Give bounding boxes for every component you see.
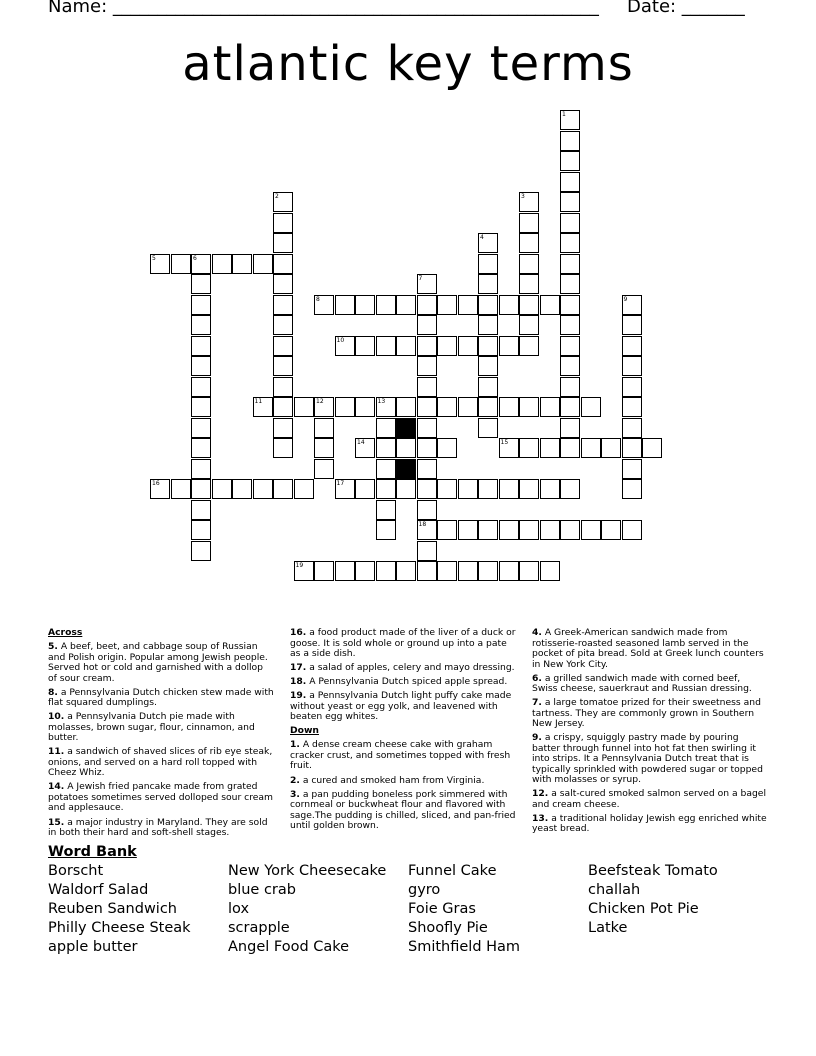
crossword-cell[interactable] bbox=[437, 479, 457, 499]
crossword-cell[interactable] bbox=[335, 479, 355, 499]
crossword-cell[interactable] bbox=[601, 520, 621, 540]
word-bank-item: Smithfield Ham bbox=[408, 939, 521, 955]
crossword-cell[interactable] bbox=[396, 561, 416, 581]
clue-across-18: 18. A Pennsylvania Dutch spiced apple spread. bbox=[290, 676, 508, 688]
crossword-cell[interactable] bbox=[396, 438, 416, 458]
crossword-cell[interactable] bbox=[519, 295, 539, 315]
clue-number: 9 bbox=[623, 295, 628, 303]
word-bank-column-1 bbox=[48, 862, 191, 957]
crossword-cell[interactable] bbox=[560, 110, 580, 130]
crossword-cell[interactable] bbox=[273, 254, 293, 274]
crossword-cell[interactable] bbox=[191, 315, 211, 335]
crossword-cell[interactable] bbox=[417, 418, 437, 438]
crossword-cell[interactable] bbox=[478, 418, 498, 438]
crossword-cell[interactable] bbox=[540, 479, 560, 499]
crossword-cell[interactable] bbox=[314, 418, 334, 438]
crossword-cell[interactable] bbox=[212, 254, 232, 274]
crossword-cell[interactable] bbox=[478, 254, 498, 274]
crossword-cell[interactable] bbox=[622, 356, 642, 376]
crossword-cell[interactable] bbox=[540, 520, 560, 540]
crossword-cell[interactable] bbox=[519, 336, 539, 356]
crossword-cell[interactable] bbox=[519, 213, 539, 233]
crossword-cell[interactable] bbox=[191, 254, 211, 274]
clue-across-17: 17. a salad of apples, celery and mayo dressing. bbox=[290, 662, 515, 674]
crossword-cell[interactable] bbox=[560, 131, 580, 151]
down-heading: Down bbox=[290, 725, 319, 737]
crossword-cell[interactable] bbox=[376, 438, 396, 458]
crossword-cell[interactable] bbox=[560, 172, 580, 192]
crossword-cell[interactable] bbox=[355, 295, 375, 315]
crossword-cell[interactable] bbox=[581, 520, 601, 540]
clue-down-12: 12. a salt-cured smoked salmon served on a bagel and cream cheese. bbox=[532, 788, 767, 810]
crossword-cell[interactable] bbox=[499, 479, 519, 499]
crossword-cell[interactable] bbox=[622, 418, 642, 438]
crossword-cell[interactable] bbox=[499, 397, 519, 417]
word-bank-item: New York Cheesecake bbox=[228, 863, 387, 879]
crossword-cell[interactable] bbox=[273, 356, 293, 376]
word-bank-item: blue crab bbox=[228, 882, 296, 898]
crossword-cell[interactable] bbox=[417, 459, 437, 479]
crossword-cell[interactable] bbox=[417, 438, 437, 458]
clue-across-11: 11. a sandwich of shaved slices of rib eye steak, onions, and served on a hard roll topped with Cheez Whiz. bbox=[48, 746, 273, 779]
crossword-cell[interactable] bbox=[273, 377, 293, 397]
crossword-cell[interactable] bbox=[273, 397, 293, 417]
crossword-cell[interactable] bbox=[314, 438, 334, 458]
clue-across-5: 5. A beef, beet, and cabbage soup of Russian and Polish origin. Popular among Jewish people. Served hot or cold and garnished with a dollop of sour cream. bbox=[48, 641, 268, 684]
crossword-cell[interactable] bbox=[560, 397, 580, 417]
crossword-cell[interactable] bbox=[355, 561, 375, 581]
word-bank-column-4 bbox=[588, 862, 718, 938]
crossword-cell[interactable] bbox=[478, 315, 498, 335]
crossword-cell[interactable] bbox=[622, 336, 642, 356]
crossword-cell[interactable] bbox=[212, 479, 232, 499]
clue-number: 3 bbox=[521, 193, 525, 200]
clue-down-6: 6. a grilled sandwich made with corned beef, Swiss cheese, sauerkraut and Russian dressing. bbox=[532, 672, 752, 695]
crossword-cell[interactable] bbox=[519, 520, 539, 540]
crossword-cell[interactable] bbox=[355, 438, 375, 458]
crossword-cell[interactable] bbox=[560, 336, 580, 356]
crossword-cell[interactable] bbox=[417, 479, 437, 499]
crossword-cell[interactable] bbox=[355, 479, 375, 499]
crossword-cell[interactable] bbox=[540, 438, 560, 458]
crossword-cell[interactable] bbox=[560, 377, 580, 397]
clue-number: 4 bbox=[480, 234, 484, 241]
crossword-cell[interactable] bbox=[519, 233, 539, 253]
crossword-cell[interactable] bbox=[191, 500, 211, 520]
crossword-cell[interactable] bbox=[232, 479, 252, 499]
clue-number: 7 bbox=[418, 275, 423, 282]
crossword-cell[interactable] bbox=[560, 479, 580, 499]
word-bank-item: Shoofly Pie bbox=[408, 920, 488, 936]
word-bank-item: Waldorf Salad bbox=[48, 882, 149, 898]
crossword-cell[interactable] bbox=[191, 336, 211, 356]
crossword-cell[interactable] bbox=[560, 418, 580, 438]
clue-number: 13 bbox=[377, 398, 386, 405]
crossword-cell[interactable] bbox=[417, 500, 437, 520]
clue-down-2: 2. a cured and smoked ham from Virginia. bbox=[290, 774, 485, 786]
clue-across-15: 15. a major industry in Maryland. They are sold in both their hard and soft-shell stages. bbox=[48, 816, 268, 839]
word-bank-item: challah bbox=[588, 882, 641, 898]
name-field-label: Name: ______________________________________________________ bbox=[48, 0, 599, 17]
crossword-cell[interactable] bbox=[458, 520, 478, 540]
crossword-cell[interactable] bbox=[376, 520, 396, 540]
clue-down-7: 7. a large tomatoe prized for their sweetness and tartness. They are commonly grown in Southern New Jersey. bbox=[532, 697, 761, 730]
crossword-cell[interactable] bbox=[499, 336, 519, 356]
crossword-cell[interactable] bbox=[560, 254, 580, 274]
crossword-cell[interactable] bbox=[232, 254, 252, 274]
crossword-cell[interactable] bbox=[478, 233, 498, 253]
crossword-cell[interactable] bbox=[253, 254, 273, 274]
word-bank-item: scrapple bbox=[228, 920, 290, 936]
word-bank-item: gyro bbox=[408, 882, 441, 898]
crossword-cell[interactable] bbox=[191, 274, 211, 294]
crossword-cell[interactable] bbox=[581, 397, 601, 417]
crossword-cell[interactable] bbox=[417, 274, 437, 294]
crossword-cell[interactable] bbox=[437, 295, 457, 315]
crossword-cell[interactable] bbox=[499, 295, 519, 315]
crossword-cell[interactable] bbox=[171, 254, 191, 274]
crossword-cell[interactable] bbox=[601, 438, 621, 458]
crossword-cell[interactable] bbox=[519, 274, 539, 294]
crossword-cell[interactable] bbox=[335, 336, 355, 356]
clue-number: 1 bbox=[562, 111, 566, 118]
crossword-cell[interactable] bbox=[376, 418, 396, 438]
crossword-cell[interactable] bbox=[560, 192, 580, 212]
crossword-cell[interactable] bbox=[437, 397, 457, 417]
clue-across-14: 14. A Jewish fried pancake made from grated potatoes sometimes served dolloped sour cream and applesauce. bbox=[48, 781, 274, 814]
crossword-cell[interactable] bbox=[191, 459, 211, 479]
across-heading: Across bbox=[48, 627, 83, 638]
word-bank-item: Beefsteak Tomato bbox=[588, 863, 718, 879]
crossword-cell[interactable] bbox=[560, 213, 580, 233]
crossword-cell[interactable] bbox=[294, 479, 314, 499]
clue-across-8: 8. a Pennsylvania Dutch chicken stew made with flat squared dumplings. bbox=[48, 686, 274, 709]
crossword-cell[interactable] bbox=[560, 295, 580, 315]
crossword-cell[interactable] bbox=[519, 192, 539, 212]
crossword-cell[interactable] bbox=[519, 438, 539, 458]
word-bank-item: Latke bbox=[588, 920, 628, 936]
clue-number: 8 bbox=[316, 295, 320, 303]
crossword-cell[interactable] bbox=[540, 397, 560, 417]
crossword-cell[interactable] bbox=[560, 315, 580, 335]
crossword-cell[interactable] bbox=[478, 397, 498, 417]
crossword-cell[interactable] bbox=[622, 315, 642, 335]
crossword-cell[interactable] bbox=[478, 520, 498, 540]
crossword-cell[interactable] bbox=[273, 336, 293, 356]
clue-number: 11 bbox=[254, 398, 263, 405]
clue-down-1: 1. A dense cream cheese cake with graham cracker crust, and sometimes topped with fresh fruit. bbox=[290, 739, 511, 772]
crossword-cell[interactable] bbox=[499, 438, 519, 458]
clues-column-2 bbox=[290, 628, 518, 835]
crossword-cell[interactable] bbox=[273, 315, 293, 335]
crossword-cell[interactable] bbox=[355, 336, 375, 356]
crossword-cell[interactable] bbox=[314, 397, 334, 417]
crossword-cell[interactable] bbox=[294, 561, 314, 581]
crossword-cell[interactable] bbox=[191, 541, 211, 561]
clues-column-3 bbox=[532, 628, 768, 839]
crossword-cell[interactable] bbox=[560, 438, 580, 458]
crossword-cell[interactable] bbox=[478, 356, 498, 376]
clue-number: 2 bbox=[275, 193, 279, 200]
crossword-cell[interactable] bbox=[417, 561, 437, 581]
clue-down-13: 13. a traditional holiday Jewish egg enriched white yeast bread. bbox=[532, 812, 767, 835]
crossword-cell[interactable] bbox=[478, 295, 498, 315]
crossword-cell[interactable] bbox=[376, 397, 396, 417]
crossword-cell[interactable] bbox=[396, 397, 416, 417]
crossword-cell[interactable] bbox=[396, 479, 416, 499]
crossword-cell[interactable] bbox=[581, 438, 601, 458]
clue-number: 12 bbox=[316, 398, 324, 405]
crossword-cell[interactable] bbox=[622, 377, 642, 397]
crossword-cell[interactable] bbox=[458, 336, 478, 356]
crossword-cell[interactable] bbox=[335, 295, 355, 315]
crossword-cell[interactable] bbox=[417, 336, 437, 356]
crossword-cell[interactable] bbox=[191, 377, 211, 397]
crossword-cell[interactable] bbox=[478, 479, 498, 499]
crossword-cell[interactable] bbox=[191, 397, 211, 417]
crossword-cell[interactable] bbox=[437, 561, 457, 581]
crossword-cell[interactable] bbox=[417, 356, 437, 376]
crossword-cell[interactable] bbox=[191, 356, 211, 376]
crossword-cell[interactable] bbox=[273, 479, 293, 499]
crossword-cell[interactable] bbox=[376, 336, 396, 356]
crossword-cell[interactable] bbox=[314, 561, 334, 581]
crossword-cell[interactable] bbox=[622, 438, 642, 458]
crossword-cell[interactable] bbox=[417, 541, 437, 561]
clue-down-3: 3. a pan pudding boneless pork simmered with cornmeal or buckwheat flour and flavored with sage.The pudding is chilled, sliced, and pan-fried until golden brown. bbox=[290, 788, 516, 832]
crossword-cell[interactable] bbox=[499, 561, 519, 581]
crossword-cell[interactable] bbox=[335, 561, 355, 581]
crossword-cell[interactable] bbox=[376, 479, 396, 499]
crossword-black-cell bbox=[396, 459, 416, 479]
word-bank-item: Reuben Sandwich bbox=[48, 901, 177, 917]
clue-number: 10 bbox=[336, 336, 345, 344]
crossword-cell[interactable] bbox=[417, 315, 437, 335]
crossword-cell[interactable] bbox=[478, 274, 498, 294]
clue-across-19: 19. a Pennsylvania Dutch light puffy cake made without yeast or egg yolk, and leavened with beaten egg whites. bbox=[290, 690, 512, 723]
crossword-cell[interactable] bbox=[273, 295, 293, 315]
crossword-cell[interactable] bbox=[478, 336, 498, 356]
word-bank-item: Foie Gras bbox=[408, 901, 476, 917]
clue-down-9: 9. a crispy, squiggly pastry made by pouring batter through funnel into hot fat then swirling it into strips. It a Pennsylvania Dutch treat that is typically sprinkled with powdered sugar or topped with molasses or syrup. bbox=[532, 732, 763, 786]
crossword-cell[interactable] bbox=[642, 438, 662, 458]
crossword-cell[interactable] bbox=[458, 295, 478, 315]
crossword-cell[interactable] bbox=[376, 561, 396, 581]
crossword-cell[interactable] bbox=[191, 479, 211, 499]
crossword-cell[interactable] bbox=[540, 295, 560, 315]
crossword-cell[interactable] bbox=[376, 500, 396, 520]
crossword-black-cell bbox=[396, 418, 416, 438]
crossword-cell[interactable] bbox=[478, 561, 498, 581]
crossword-cell[interactable] bbox=[519, 315, 539, 335]
crossword-cell[interactable] bbox=[355, 397, 375, 417]
crossword-cell[interactable] bbox=[560, 151, 580, 171]
clue-across-10: 10. a Pennsylvania Dutch pie made with molasses, brown sugar, flour, cinnamon, and butter. bbox=[48, 711, 255, 744]
word-bank-column-3 bbox=[408, 862, 520, 957]
crossword-cell[interactable] bbox=[314, 459, 334, 479]
crossword-cell[interactable] bbox=[560, 274, 580, 294]
crossword-cell[interactable] bbox=[417, 295, 437, 315]
crossword-cell[interactable] bbox=[273, 418, 293, 438]
crossword-cell[interactable] bbox=[437, 336, 457, 356]
clue-number: 16 bbox=[152, 480, 160, 487]
clue-number: 19 bbox=[295, 562, 304, 569]
crossword-cell[interactable] bbox=[519, 561, 539, 581]
crossword-cell[interactable] bbox=[622, 397, 642, 417]
crossword-cell[interactable] bbox=[191, 438, 211, 458]
crossword-cell[interactable] bbox=[150, 254, 170, 274]
word-bank-item: Philly Cheese Steak bbox=[48, 920, 191, 936]
crossword-cell[interactable] bbox=[376, 295, 396, 315]
word-bank-item: apple butter bbox=[48, 939, 138, 955]
crossword-cell[interactable] bbox=[622, 459, 642, 479]
crossword-cell[interactable] bbox=[499, 520, 519, 540]
word-bank-item: Funnel Cake bbox=[408, 863, 497, 879]
crossword-cell[interactable] bbox=[150, 479, 170, 499]
crossword-cell[interactable] bbox=[458, 397, 478, 417]
crossword-cell[interactable] bbox=[273, 233, 293, 253]
crossword-cell[interactable] bbox=[171, 479, 191, 499]
crossword-cell[interactable] bbox=[417, 397, 437, 417]
crossword-cell[interactable] bbox=[458, 479, 478, 499]
crossword-cell[interactable] bbox=[458, 561, 478, 581]
crossword-cell[interactable] bbox=[560, 356, 580, 376]
clue-number: 6 bbox=[193, 254, 197, 262]
crossword-cell[interactable] bbox=[191, 520, 211, 540]
crossword-cell[interactable] bbox=[273, 274, 293, 294]
word-bank-item: Chicken Pot Pie bbox=[588, 901, 699, 917]
clue-number: 18 bbox=[418, 521, 427, 528]
crossword-cell[interactable] bbox=[417, 520, 437, 540]
clue-number: 14 bbox=[357, 439, 365, 446]
crossword-cell[interactable] bbox=[417, 377, 437, 397]
crossword-cell[interactable] bbox=[314, 295, 334, 315]
crossword-cell[interactable] bbox=[622, 295, 642, 315]
crossword-cell[interactable] bbox=[437, 520, 457, 540]
page-title: atlantic key terms bbox=[182, 36, 634, 92]
crossword-cell[interactable] bbox=[294, 397, 314, 417]
clues-column-1 bbox=[48, 628, 274, 842]
crossword-cell[interactable] bbox=[622, 520, 642, 540]
crossword-cell[interactable] bbox=[396, 295, 416, 315]
crossword-cell[interactable] bbox=[478, 377, 498, 397]
crossword-cell[interactable] bbox=[273, 438, 293, 458]
clue-number: 5 bbox=[152, 254, 156, 262]
clue-number: 17 bbox=[336, 480, 345, 487]
word-bank-title: Word Bank bbox=[48, 844, 137, 860]
crossword-cell[interactable] bbox=[253, 479, 273, 499]
crossword-cell[interactable] bbox=[560, 520, 580, 540]
crossword-cell[interactable] bbox=[376, 459, 396, 479]
word-bank-item: lox bbox=[228, 901, 250, 917]
crossword-cell[interactable] bbox=[396, 336, 416, 356]
crossword-cell[interactable] bbox=[191, 418, 211, 438]
crossword-cell[interactable] bbox=[560, 233, 580, 253]
crossword-cell[interactable] bbox=[335, 397, 355, 417]
crossword-cell[interactable] bbox=[437, 438, 457, 458]
crossword-cell[interactable] bbox=[273, 192, 293, 212]
date-field-label: Date: _______ bbox=[627, 0, 745, 17]
clue-number: 15 bbox=[500, 439, 509, 446]
crossword-cell[interactable] bbox=[519, 254, 539, 274]
crossword-cell[interactable] bbox=[519, 479, 539, 499]
word-bank-item: Angel Food Cake bbox=[228, 939, 350, 955]
crossword-cell[interactable] bbox=[273, 213, 293, 233]
clue-across-16: 16. a food product made of the liver of a duck or goose. It is sold whole or ground up into a pate as a side dish. bbox=[290, 627, 516, 659]
crossword-cell[interactable] bbox=[540, 561, 560, 581]
crossword-cell[interactable] bbox=[253, 397, 273, 417]
crossword-cell[interactable] bbox=[191, 295, 211, 315]
word-bank-column-2 bbox=[228, 862, 386, 957]
crossword-cell[interactable] bbox=[622, 479, 642, 499]
crossword-cell[interactable] bbox=[519, 397, 539, 417]
word-bank-item: Borscht bbox=[48, 863, 104, 879]
clue-down-4: 4. A Greek-American sandwich made from rotisserie-roasted seasoned lamb served in the pocket of pita bread. Sold at Greek lunch counters in New York City. bbox=[532, 627, 764, 670]
